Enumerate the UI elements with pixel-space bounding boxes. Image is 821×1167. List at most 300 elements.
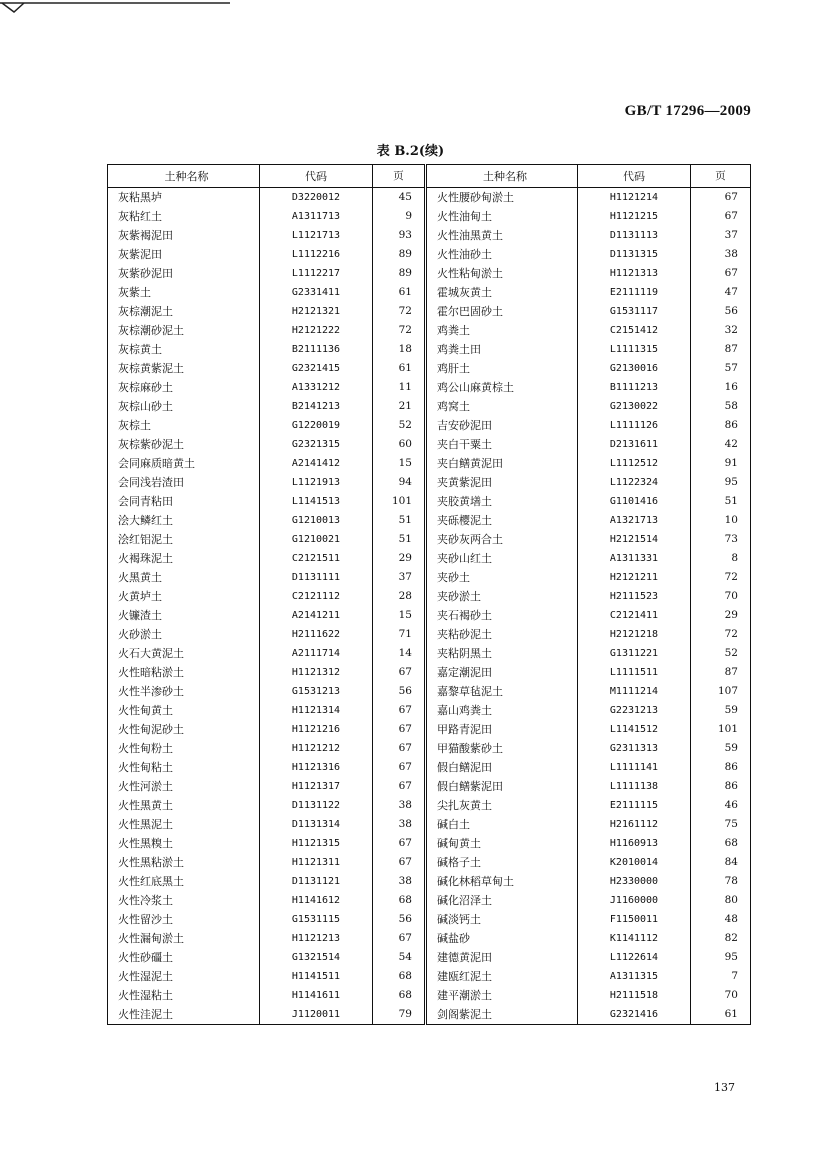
- soil-page-cell: 101: [373, 492, 426, 511]
- soil-page-cell: 67: [691, 264, 751, 283]
- soil-code-cell: A1311713: [260, 207, 373, 226]
- table-row: [108, 834, 751, 853]
- page-number: 137: [714, 1081, 735, 1094]
- soil-name-cell: 灰棕黄紫泥土: [118, 362, 184, 375]
- soil-name-cell: 建德黄泥田: [426, 948, 578, 967]
- soil-page-cell: 15: [373, 606, 426, 625]
- soil-code-cell: A1311315: [578, 967, 691, 986]
- soil-code-cell: H2330000: [578, 872, 691, 891]
- soil-code-cell: D1131122: [260, 796, 373, 815]
- soil-name-cell: 吉安砂泥田: [426, 416, 578, 435]
- soil-name-cell: 嘉定潮泥田: [426, 663, 578, 682]
- soil-code-cell: G2130022: [578, 397, 691, 416]
- scan-corner-mark: [0, 0, 230, 14]
- soil-code-cell: H1141612: [260, 891, 373, 910]
- soil-page-cell: 84: [691, 853, 751, 872]
- soil-code-cell: G1531115: [260, 910, 373, 929]
- soil-name-cell: 夹砂灰两合土: [426, 530, 578, 549]
- soil-code-cell: H2121211: [578, 568, 691, 587]
- soil-name-cell: 火性暗粘淤土: [118, 666, 184, 679]
- soil-name-cell: 鸡公山麻黄棕土: [426, 378, 578, 397]
- table-row: [108, 606, 751, 625]
- table-row: [108, 701, 751, 720]
- soil-code-cell: G1321514: [260, 948, 373, 967]
- soil-page-cell: 67: [373, 929, 426, 948]
- table-row: [108, 321, 751, 340]
- soil-page-cell: 10: [691, 511, 751, 530]
- soil-page-cell: 52: [373, 416, 426, 435]
- soil-page-cell: 38: [373, 815, 426, 834]
- soil-page-cell: 71: [373, 625, 426, 644]
- column-header-code: 代码: [578, 165, 691, 188]
- soil-code-cell: D1131315: [578, 245, 691, 264]
- soil-page-cell: 107: [691, 682, 751, 701]
- soil-name-cell: 火砂淤土: [118, 628, 162, 641]
- standard-code: GB/T 17296—2009: [624, 103, 751, 119]
- soil-code-cell: G1311221: [578, 644, 691, 663]
- soil-page-cell: 67: [373, 701, 426, 720]
- soil-page-cell: 101: [691, 720, 751, 739]
- soil-code-cell: C2151412: [578, 321, 691, 340]
- soil-code-cell: J1160000: [578, 891, 691, 910]
- soil-code-cell: D1131121: [260, 872, 373, 891]
- soil-code-cell: L1121913: [260, 473, 373, 492]
- table-row: [108, 264, 751, 283]
- soil-name-cell: 火性油砂土: [426, 245, 578, 264]
- soil-name-cell: 灰棕土: [118, 419, 151, 432]
- soil-code-cell: A2141412: [260, 454, 373, 473]
- soil-code-cell: H1141611: [260, 986, 373, 1005]
- soil-name-cell: 火性甸泥砂土: [118, 723, 184, 736]
- soil-page-cell: 72: [691, 568, 751, 587]
- soil-name-cell: 嘉黎草毡泥土: [426, 682, 578, 701]
- column-header-page: 页: [691, 165, 751, 188]
- soil-name-cell: 碱格子土: [426, 853, 578, 872]
- soil-name-cell: 灰棕麻砂土: [118, 381, 173, 394]
- soil-page-cell: 68: [373, 967, 426, 986]
- table-row: [108, 796, 751, 815]
- soil-name-cell: 夹白鳝黄泥田: [426, 454, 578, 473]
- soil-page-cell: 87: [691, 663, 751, 682]
- soil-name-cell: 鸡粪土: [426, 321, 578, 340]
- table-row: [108, 188, 751, 208]
- soil-code-cell: L1112512: [578, 454, 691, 473]
- table-row: [108, 226, 751, 245]
- table-body: [108, 188, 751, 1025]
- soil-name-cell: 碱白土: [426, 815, 578, 834]
- soil-code-cell: A1321713: [578, 511, 691, 530]
- soil-code-cell: H2121321: [260, 302, 373, 321]
- soil-page-cell: 79: [373, 1005, 426, 1025]
- soil-page-cell: 29: [373, 549, 426, 568]
- soil-code-cell: C2121112: [260, 587, 373, 606]
- table-row: [108, 929, 751, 948]
- soil-page-cell: 8: [691, 549, 751, 568]
- soil-code-cell: H1121316: [260, 758, 373, 777]
- table-row: [108, 359, 751, 378]
- soil-page-cell: 32: [691, 321, 751, 340]
- soil-name-cell: 火性半渗砂土: [118, 685, 184, 698]
- soil-name-cell: 火性油甸土: [426, 207, 578, 226]
- soil-code-cell: L1112217: [260, 264, 373, 283]
- table-row: [108, 492, 751, 511]
- soil-code-cell: H2111518: [578, 986, 691, 1005]
- soil-code-cell: H2121514: [578, 530, 691, 549]
- soil-name-cell: 碱化林稻草甸土: [426, 872, 578, 891]
- soil-code-cell: L1112216: [260, 245, 373, 264]
- soil-name-cell: 鸡粪土田: [426, 340, 578, 359]
- soil-page-cell: 87: [691, 340, 751, 359]
- soil-name-cell: 夹石褐砂土: [426, 606, 578, 625]
- soil-page-cell: 51: [691, 492, 751, 511]
- soil-name-cell: 夹砂山红土: [426, 549, 578, 568]
- table-row: [108, 530, 751, 549]
- soil-page-cell: 72: [373, 321, 426, 340]
- soil-code-cell: H1121213: [260, 929, 373, 948]
- table-row: [108, 302, 751, 321]
- table-row: [108, 682, 751, 701]
- soil-name-cell: 灰棕潮砂泥土: [118, 324, 184, 337]
- soil-page-cell: 61: [373, 359, 426, 378]
- table-row: [108, 568, 751, 587]
- soil-name-cell: 甲路青泥田: [426, 720, 578, 739]
- soil-name-cell: 鸡肝土: [426, 359, 578, 378]
- soil-code-cell: F1150011: [578, 910, 691, 929]
- table-row: [108, 283, 751, 302]
- soil-name-cell: 火镰渣土: [118, 609, 162, 622]
- soil-name-cell: 夹胶黄墡土: [426, 492, 578, 511]
- table-row: [108, 853, 751, 872]
- soil-page-cell: 86: [691, 416, 751, 435]
- soil-page-cell: 86: [691, 777, 751, 796]
- table-row: [108, 910, 751, 929]
- table-row: [108, 378, 751, 397]
- soil-page-cell: 21: [373, 397, 426, 416]
- soil-code-cell: H2121222: [260, 321, 373, 340]
- table-row: [108, 986, 751, 1005]
- column-header-name: 土种名称: [108, 165, 260, 188]
- soil-code-cell: G2321416: [578, 1005, 691, 1025]
- soil-page-cell: 9: [373, 207, 426, 226]
- soil-name-cell: 鸡窝土: [426, 397, 578, 416]
- soil-name-cell: 灰棕山砂土: [118, 400, 173, 413]
- soil-name-cell: 火性湿泥土: [118, 970, 173, 983]
- soil-code-cell: G2331411: [260, 283, 373, 302]
- soil-name-cell: 火性黑黄土: [118, 799, 173, 812]
- soil-page-cell: 56: [373, 910, 426, 929]
- soil-page-cell: 47: [691, 283, 751, 302]
- soil-page-cell: 42: [691, 435, 751, 454]
- table-row: [108, 511, 751, 530]
- soil-code-cell: H1121314: [260, 701, 373, 720]
- soil-code-cell: H2161112: [578, 815, 691, 834]
- soil-page-cell: 78: [691, 872, 751, 891]
- table-row: [108, 1005, 751, 1025]
- soil-name-cell: 火性油黑黄土: [426, 226, 578, 245]
- soil-code-cell: G2231213: [578, 701, 691, 720]
- soil-name-cell: 会同青粘田: [118, 495, 173, 508]
- soil-code-cell: H1121312: [260, 663, 373, 682]
- table-row: [108, 416, 751, 435]
- soil-name-cell: 火性砂礓土: [118, 951, 173, 964]
- table-row: [108, 777, 751, 796]
- soil-page-cell: 95: [691, 473, 751, 492]
- soil-code-cell: J1120011: [260, 1005, 373, 1025]
- soil-code-cell: H1121315: [260, 834, 373, 853]
- soil-name-cell: 尖扎灰黄土: [426, 796, 578, 815]
- soil-code-cell: H1121214: [578, 188, 691, 208]
- soil-code-cell: L1111511: [578, 663, 691, 682]
- soil-name-cell: 火性粘甸淤土: [426, 264, 578, 283]
- soil-code-cell: H1121317: [260, 777, 373, 796]
- soil-name-cell: 灰紫泥田: [118, 248, 162, 261]
- soil-name-cell: 霍城灰黄土: [426, 283, 578, 302]
- soil-page-cell: 48: [691, 910, 751, 929]
- soil-page-cell: 57: [691, 359, 751, 378]
- soil-page-cell: 68: [373, 891, 426, 910]
- table-row: [108, 245, 751, 264]
- soil-page-cell: 75: [691, 815, 751, 834]
- soil-name-cell: 夹粘阴黑土: [426, 644, 578, 663]
- soil-page-cell: 95: [691, 948, 751, 967]
- soil-code-cell: D1131113: [578, 226, 691, 245]
- soil-page-cell: 38: [373, 796, 426, 815]
- table-row: [108, 397, 751, 416]
- soil-code-cell: L1111126: [578, 416, 691, 435]
- soil-code-cell: L1141512: [578, 720, 691, 739]
- soil-name-cell: 夹黄紫泥田: [426, 473, 578, 492]
- soil-name-cell: 灰粘红土: [118, 210, 162, 223]
- soil-page-cell: 14: [373, 644, 426, 663]
- soil-page-cell: 67: [373, 663, 426, 682]
- soil-page-cell: 67: [691, 188, 751, 208]
- soil-name-cell: 灰紫土: [118, 286, 151, 299]
- soil-page-cell: 56: [373, 682, 426, 701]
- soil-name-cell: 假白鳝泥田: [426, 758, 578, 777]
- soil-name-cell: 夹粘砂泥土: [426, 625, 578, 644]
- soil-name-cell: 碱淡钙土: [426, 910, 578, 929]
- soil-code-cell: D2131611: [578, 435, 691, 454]
- soil-page-cell: 11: [373, 378, 426, 397]
- soil-name-cell: 夹白干粟土: [426, 435, 578, 454]
- soil-code-cell: G2321415: [260, 359, 373, 378]
- soil-name-cell: 会同浅岩渣田: [118, 476, 184, 489]
- soil-name-cell: 灰紫褐泥田: [118, 229, 173, 242]
- soil-code-cell: L1122324: [578, 473, 691, 492]
- soil-page-cell: 37: [373, 568, 426, 587]
- soil-code-cell: C2121411: [578, 606, 691, 625]
- soil-name-cell: 灰棕紫砂泥土: [118, 438, 184, 451]
- soil-code-cell: G1101416: [578, 492, 691, 511]
- soil-code-cell: A2141211: [260, 606, 373, 625]
- soil-code-cell: G1210013: [260, 511, 373, 530]
- soil-name-cell: 火性漏甸淤土: [118, 932, 184, 945]
- column-header-code: 代码: [260, 165, 373, 188]
- table-row: [108, 625, 751, 644]
- soil-code-cell: D3220012: [260, 188, 373, 208]
- soil-page-cell: 68: [691, 834, 751, 853]
- soil-name-cell: 会同麻质暗黄土: [118, 457, 195, 470]
- table-row: [108, 739, 751, 758]
- table-row: [108, 967, 751, 986]
- soil-code-cell: A1311331: [578, 549, 691, 568]
- table-row: [108, 891, 751, 910]
- soil-page-cell: 68: [373, 986, 426, 1005]
- soil-code-cell: G1531213: [260, 682, 373, 701]
- soil-name-cell: 碱化沼泽土: [426, 891, 578, 910]
- column-header-page: 页: [373, 165, 426, 188]
- table-row: [108, 948, 751, 967]
- soil-page-cell: 16: [691, 378, 751, 397]
- soil-name-cell: 火性黑泥土: [118, 818, 173, 831]
- table-header-row: [108, 165, 751, 188]
- table-row: [108, 758, 751, 777]
- soil-name-cell: 灰紫砂泥田: [118, 267, 173, 280]
- table-row: [108, 340, 751, 359]
- soil-code-cell: B1111213: [578, 378, 691, 397]
- soil-page-cell: 54: [373, 948, 426, 967]
- soil-name-cell: 夹砾樱泥土: [426, 511, 578, 530]
- soil-page-cell: 89: [373, 245, 426, 264]
- soil-code-cell: H1160913: [578, 834, 691, 853]
- soil-code-cell: G2311313: [578, 739, 691, 758]
- soil-code-cell: K2010014: [578, 853, 691, 872]
- soil-name-cell: 灰棕黄土: [118, 343, 162, 356]
- soil-page-cell: 7: [691, 967, 751, 986]
- soil-code-cell: H2111523: [578, 587, 691, 606]
- soil-name-cell: 夹砂淤土: [426, 587, 578, 606]
- table-row: [108, 644, 751, 663]
- soil-page-cell: 70: [691, 986, 751, 1005]
- soil-page-cell: 89: [373, 264, 426, 283]
- soil-page-cell: 86: [691, 758, 751, 777]
- soil-code-cell: G2130016: [578, 359, 691, 378]
- soil-name-cell: 火性黑粘淤土: [118, 856, 184, 869]
- soil-code-cell: L1141513: [260, 492, 373, 511]
- soil-code-cell: K1141112: [578, 929, 691, 948]
- soil-page-cell: 72: [691, 625, 751, 644]
- table-row: [108, 815, 751, 834]
- soil-name-cell: 火性洼泥土: [118, 1008, 173, 1021]
- soil-page-cell: 58: [691, 397, 751, 416]
- table-row: [108, 587, 751, 606]
- soil-name-cell: 火石大黄泥土: [118, 647, 184, 660]
- soil-code-cell: L1111315: [578, 340, 691, 359]
- soil-page-cell: 52: [691, 644, 751, 663]
- soil-name-cell: 火性红底黑土: [118, 875, 184, 888]
- soil-page-cell: 18: [373, 340, 426, 359]
- soil-page-cell: 37: [691, 226, 751, 245]
- soil-code-cell: L1121713: [260, 226, 373, 245]
- soil-code-cell: E2111119: [578, 283, 691, 302]
- soil-name-cell: 火性甸粘土: [118, 761, 173, 774]
- soil-code-cell: G1210021: [260, 530, 373, 549]
- soil-code-cell: D1131314: [260, 815, 373, 834]
- soil-page-cell: 91: [691, 454, 751, 473]
- soil-name-cell: 火性甸粉土: [118, 742, 173, 755]
- soil-page-cell: 73: [691, 530, 751, 549]
- soil-page-cell: 67: [691, 207, 751, 226]
- soil-page-cell: 38: [373, 872, 426, 891]
- table-title: 表 B.2(续): [376, 144, 445, 159]
- soil-code-cell: H1121215: [578, 207, 691, 226]
- soil-code-cell: M1111214: [578, 682, 691, 701]
- soil-code-cell: L1111141: [578, 758, 691, 777]
- soil-page-cell: 45: [373, 188, 426, 208]
- soil-name-cell: 碱甸黄土: [426, 834, 578, 853]
- soil-name-cell: 建瓯红泥土: [426, 967, 578, 986]
- soil-code-cell: H1121311: [260, 853, 373, 872]
- soil-page-cell: 80: [691, 891, 751, 910]
- soil-name-cell: 火性河淤土: [118, 780, 173, 793]
- soil-page-cell: 94: [373, 473, 426, 492]
- soil-code-cell: G1531117: [578, 302, 691, 321]
- soil-page-cell: 72: [373, 302, 426, 321]
- soil-name-cell: 火性湿粘土: [118, 989, 173, 1002]
- soil-page-cell: 61: [691, 1005, 751, 1025]
- soil-name-cell: 假白鳝紫泥田: [426, 777, 578, 796]
- table-row: [108, 207, 751, 226]
- soil-page-cell: 61: [373, 283, 426, 302]
- soil-code-cell: D1131111: [260, 568, 373, 587]
- soil-type-index-table: [107, 164, 751, 1025]
- soil-page-cell: 15: [373, 454, 426, 473]
- soil-page-cell: 93: [373, 226, 426, 245]
- soil-page-cell: 59: [691, 701, 751, 720]
- soil-page-cell: 60: [373, 435, 426, 454]
- soil-name-cell: 浍大鳞红土: [118, 514, 173, 527]
- soil-code-cell: A1331212: [260, 378, 373, 397]
- soil-code-cell: H2121218: [578, 625, 691, 644]
- soil-page-cell: 70: [691, 587, 751, 606]
- soil-page-cell: 67: [373, 834, 426, 853]
- soil-page-cell: 46: [691, 796, 751, 815]
- table-row: [108, 435, 751, 454]
- soil-code-cell: H1141511: [260, 967, 373, 986]
- soil-code-cell: B2141213: [260, 397, 373, 416]
- table-row: [108, 549, 751, 568]
- soil-code-cell: E2111115: [578, 796, 691, 815]
- table-row: [108, 473, 751, 492]
- soil-name-cell: 灰粘黑垆: [118, 191, 162, 204]
- soil-name-cell: 火黄垆土: [118, 590, 162, 603]
- column-header-name: 土种名称: [426, 165, 578, 188]
- soil-name-cell: 碱盐砂: [426, 929, 578, 948]
- soil-name-cell: 浍红铝泥土: [118, 533, 173, 546]
- soil-name-cell: 建平潮淤土: [426, 986, 578, 1005]
- soil-page-cell: 67: [373, 739, 426, 758]
- soil-page-cell: 67: [373, 758, 426, 777]
- soil-code-cell: L1122614: [578, 948, 691, 967]
- soil-code-cell: A2111714: [260, 644, 373, 663]
- soil-code-cell: H1121313: [578, 264, 691, 283]
- soil-name-cell: 火褐珠泥土: [118, 552, 173, 565]
- soil-name-cell: 霍尔巴固砂土: [426, 302, 578, 321]
- soil-code-cell: H1121212: [260, 739, 373, 758]
- soil-code-cell: H2111622: [260, 625, 373, 644]
- soil-name-cell: 甲猫酸紫砂土: [426, 739, 578, 758]
- table-row: [108, 720, 751, 739]
- soil-page-cell: 67: [373, 777, 426, 796]
- soil-page-cell: 51: [373, 511, 426, 530]
- soil-code-cell: H1121216: [260, 720, 373, 739]
- soil-code-cell: C2121511: [260, 549, 373, 568]
- soil-name-cell: 火性黑糗土: [118, 837, 173, 850]
- soil-page-cell: 51: [373, 530, 426, 549]
- soil-code-cell: G2321315: [260, 435, 373, 454]
- soil-page-cell: 38: [691, 245, 751, 264]
- soil-page-cell: 28: [373, 587, 426, 606]
